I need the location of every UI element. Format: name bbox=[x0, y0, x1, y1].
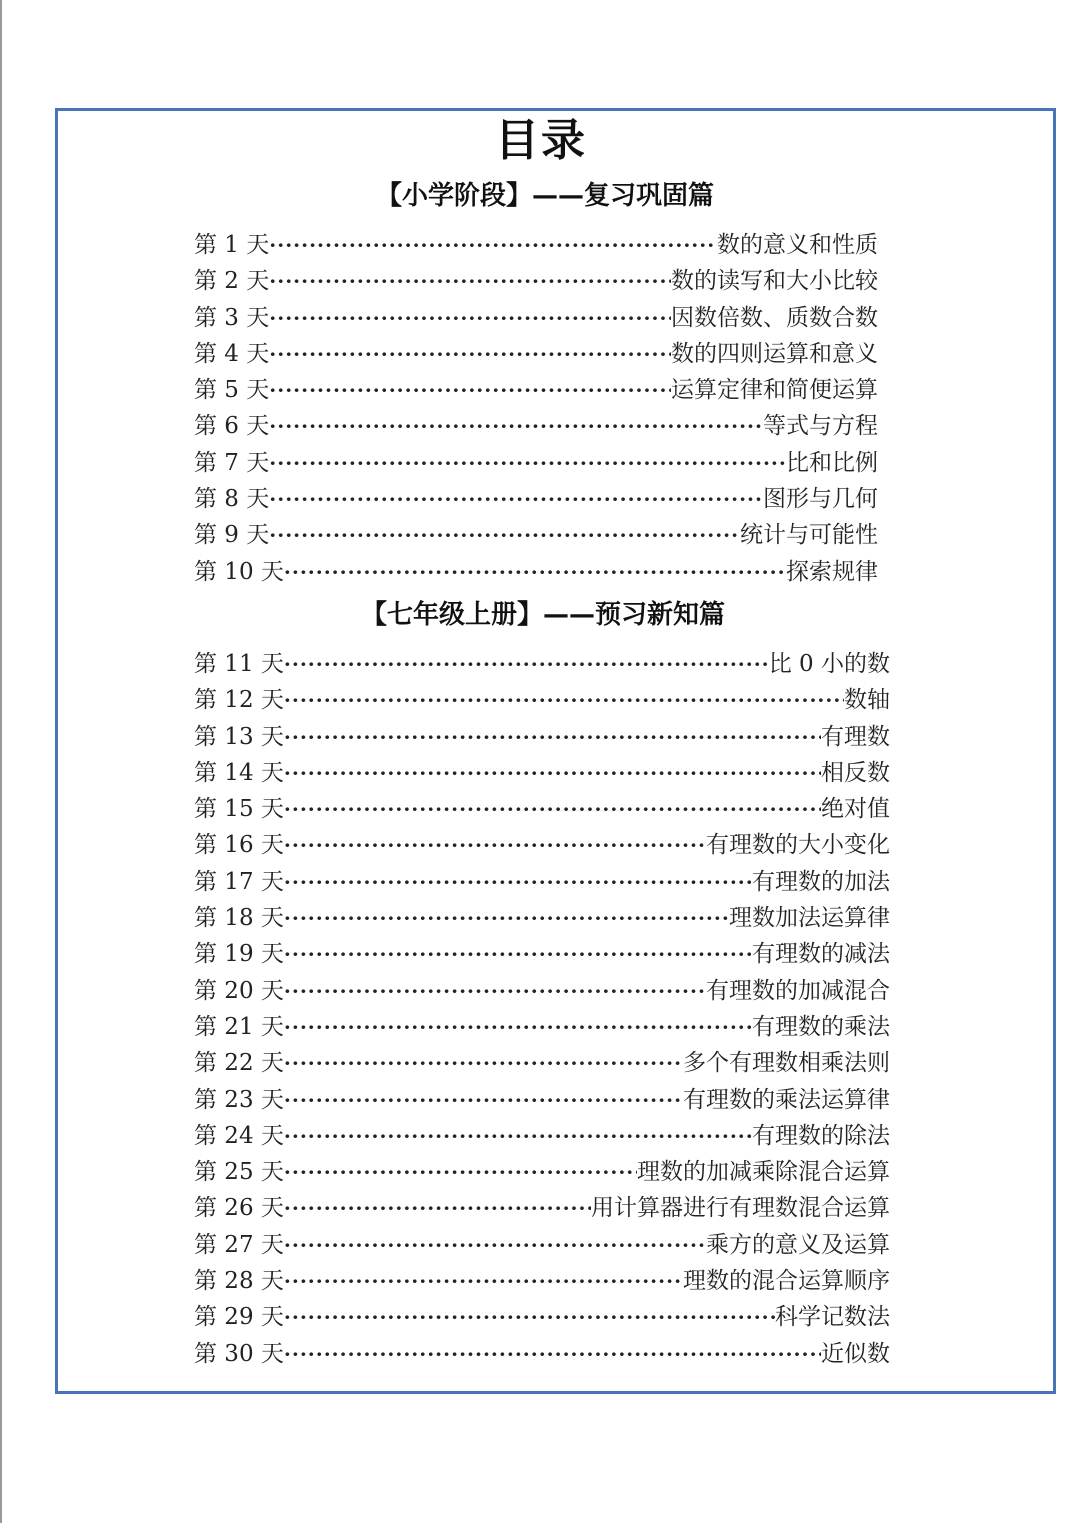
toc-entry-day: 第 27 天 bbox=[194, 1231, 284, 1258]
section-heading-grade7: 【七年级上册】——预习新知篇 bbox=[360, 600, 725, 630]
toc-entry-topic: 图形与几何 bbox=[763, 486, 878, 513]
toc-entry-day: 第 9 天 bbox=[194, 522, 270, 549]
toc-entry[interactable] bbox=[194, 1298, 890, 1334]
toc-entry-topic: 绝对值 bbox=[821, 796, 890, 823]
toc-entry-topic: 等式与方程 bbox=[763, 413, 878, 440]
toc-entry[interactable] bbox=[194, 645, 890, 681]
toc-dot-leader bbox=[284, 1342, 821, 1366]
toc-entry-topic: 理数的混合运算顺序 bbox=[683, 1268, 890, 1295]
toc-dot-leader bbox=[284, 725, 821, 749]
toc-entry[interactable] bbox=[194, 718, 890, 754]
toc-entry-day: 第 28 天 bbox=[194, 1268, 284, 1295]
toc-dot-leader bbox=[284, 1160, 637, 1184]
toc-entry-day: 第 23 天 bbox=[194, 1086, 284, 1113]
toc-entry-day: 第 4 天 bbox=[194, 340, 270, 367]
toc-dot-leader bbox=[284, 797, 821, 821]
toc-entry[interactable] bbox=[194, 480, 878, 516]
toc-entry-day: 第 15 天 bbox=[194, 796, 284, 823]
toc-entry-topic: 有理数的除法 bbox=[752, 1122, 890, 1149]
toc-entry-topic: 统计与可能性 bbox=[740, 522, 878, 549]
section-heading-primary: 【小学阶段】——复习巩固篇 bbox=[375, 181, 714, 211]
toc-dot-leader bbox=[269, 487, 763, 511]
toc-entry[interactable] bbox=[194, 553, 878, 589]
toc-entry-day: 第 1 天 bbox=[194, 232, 270, 258]
toc-entry-topic: 乘方的意义及运算 bbox=[706, 1231, 890, 1258]
toc-entry[interactable] bbox=[194, 754, 890, 790]
toc-entry[interactable] bbox=[194, 299, 878, 335]
toc-entry[interactable] bbox=[194, 335, 878, 371]
toc-entry-topic: 数轴 bbox=[844, 687, 890, 714]
toc-entry-topic: 理数加法运算律 bbox=[729, 905, 890, 932]
toc-entry[interactable] bbox=[194, 863, 890, 899]
toc-dot-leader bbox=[284, 688, 844, 712]
toc-entry-day: 第 7 天 bbox=[194, 449, 270, 476]
toc-entry-topic: 探索规律 bbox=[786, 558, 878, 585]
toc-entry-day: 第 21 天 bbox=[194, 1013, 284, 1040]
toc-dot-leader bbox=[269, 523, 740, 547]
toc-entry-topic: 有理数的加减混合 bbox=[706, 977, 890, 1004]
toc-dot-leader bbox=[284, 761, 821, 785]
toc-dot-leader bbox=[284, 833, 706, 857]
toc-dot-leader bbox=[284, 1233, 706, 1257]
toc-entry-topic: 相反数 bbox=[821, 759, 890, 786]
toc-entry-topic: 有理数 bbox=[821, 723, 890, 750]
toc-entry-day: 第 2 天 bbox=[194, 268, 270, 295]
toc-entry-day: 第 10 天 bbox=[194, 558, 284, 585]
toc-entry-topic: 有理数的大小变化 bbox=[706, 832, 890, 859]
toc-entry-day: 第 24 天 bbox=[194, 1122, 284, 1149]
toc-entry-day: 第 12 天 bbox=[194, 687, 284, 714]
toc-entry-topic: 多个有理数相乘法则 bbox=[683, 1050, 890, 1077]
toc-dot-leader bbox=[269, 306, 671, 330]
toc-entry-day: 第 16 天 bbox=[194, 832, 284, 859]
toc-entry[interactable] bbox=[194, 826, 890, 862]
toc-dot-leader bbox=[284, 870, 752, 894]
toc-entry-topic: 科学记数法 bbox=[775, 1304, 890, 1331]
toc-entry[interactable] bbox=[194, 1226, 890, 1262]
toc-entry[interactable] bbox=[194, 1262, 890, 1298]
toc-entry-day: 第 17 天 bbox=[194, 868, 284, 895]
toc-entry[interactable] bbox=[194, 371, 878, 407]
toc-entry-topic: 比 0 小的数 bbox=[768, 651, 890, 677]
toc-entry[interactable] bbox=[194, 516, 878, 552]
toc-dot-leader bbox=[269, 378, 671, 402]
toc-entry-topic: 数的意义和性质 bbox=[717, 232, 878, 258]
toc-entry-topic: 理数的加减乘除混合运算 bbox=[637, 1159, 890, 1186]
toc-entry-topic: 数的读写和大小比较 bbox=[671, 268, 878, 295]
toc-entry-topic: 有理数的减法 bbox=[752, 941, 890, 968]
toc-entry-day: 第 14 天 bbox=[194, 759, 284, 786]
toc-entry-day: 第 25 天 bbox=[194, 1159, 284, 1186]
toc-entry[interactable] bbox=[194, 1044, 890, 1080]
toc-dot-leader bbox=[269, 451, 786, 475]
toc-entry-day: 第 3 天 bbox=[194, 304, 270, 331]
toc-list-primary bbox=[194, 226, 878, 589]
toc-dot-leader bbox=[284, 979, 706, 1003]
toc-entry-topic: 因数倍数、质数合数 bbox=[671, 304, 878, 331]
toc-entry[interactable] bbox=[194, 262, 878, 298]
toc-dot-leader bbox=[284, 652, 769, 676]
toc-entry-topic: 近似数 bbox=[821, 1340, 890, 1367]
toc-entry[interactable] bbox=[194, 1081, 890, 1117]
toc-entry-day: 第 20 天 bbox=[194, 977, 284, 1004]
toc-entry-day: 第 22 天 bbox=[194, 1050, 284, 1077]
toc-entry-topic: 比和比例 bbox=[786, 449, 878, 476]
toc-entry-topic: 数的四则运算和意义 bbox=[671, 340, 878, 367]
toc-entry[interactable] bbox=[194, 407, 878, 443]
toc-entry-day: 第 8 天 bbox=[194, 486, 270, 513]
toc-entry[interactable] bbox=[194, 444, 878, 480]
toc-entry-day: 第 11 天 bbox=[194, 651, 284, 677]
toc-entry-topic: 有理数的加法 bbox=[752, 868, 890, 895]
toc-dot-leader bbox=[269, 269, 671, 293]
toc-entry-topic: 用计算器进行有理数混合运算 bbox=[591, 1195, 890, 1222]
toc-entry-day: 第 5 天 bbox=[194, 377, 270, 404]
toc-entry-day: 第 19 天 bbox=[194, 941, 284, 968]
toc-dot-leader bbox=[284, 1269, 683, 1293]
toc-entry-day: 第 13 天 bbox=[194, 723, 284, 750]
toc-entry[interactable] bbox=[194, 681, 890, 717]
toc-dot-leader bbox=[284, 1196, 591, 1220]
toc-dot-leader bbox=[284, 1051, 683, 1075]
toc-dot-leader bbox=[284, 906, 729, 930]
toc-entry-day: 第 30 天 bbox=[194, 1340, 284, 1367]
toc-entry-day: 第 26 天 bbox=[194, 1195, 284, 1222]
toc-dot-leader bbox=[269, 233, 717, 257]
toc-dot-leader bbox=[284, 560, 786, 584]
toc-dot-leader bbox=[284, 1088, 683, 1112]
toc-entry-day: 第 6 天 bbox=[194, 413, 270, 440]
toc-entry[interactable] bbox=[194, 1008, 890, 1044]
toc-list-grade7 bbox=[194, 645, 890, 1371]
toc-entry[interactable] bbox=[194, 1117, 890, 1153]
toc-dot-leader bbox=[284, 942, 752, 966]
toc-entry[interactable] bbox=[194, 1335, 890, 1371]
toc-entry-day: 第 18 天 bbox=[194, 905, 284, 932]
toc-entry-day: 第 29 天 bbox=[194, 1304, 284, 1331]
toc-entry[interactable] bbox=[194, 972, 890, 1008]
toc-entry-topic: 有理数的乘法运算律 bbox=[683, 1086, 890, 1113]
toc-dot-leader bbox=[284, 1015, 752, 1039]
page-title: 目录 bbox=[495, 115, 587, 166]
toc-dot-leader bbox=[284, 1305, 775, 1329]
toc-entry[interactable] bbox=[194, 899, 890, 935]
toc-dot-leader bbox=[269, 414, 763, 438]
toc-entry[interactable] bbox=[194, 1189, 890, 1225]
toc-dot-leader bbox=[284, 1124, 752, 1148]
toc-entry[interactable] bbox=[194, 1153, 890, 1189]
toc-entry[interactable] bbox=[194, 935, 890, 971]
toc-entry-topic: 运算定律和简便运算 bbox=[671, 377, 878, 404]
toc-entry[interactable] bbox=[194, 226, 878, 262]
toc-entry-topic: 有理数的乘法 bbox=[752, 1013, 890, 1040]
toc-dot-leader bbox=[269, 342, 671, 366]
toc-entry[interactable] bbox=[194, 790, 890, 826]
